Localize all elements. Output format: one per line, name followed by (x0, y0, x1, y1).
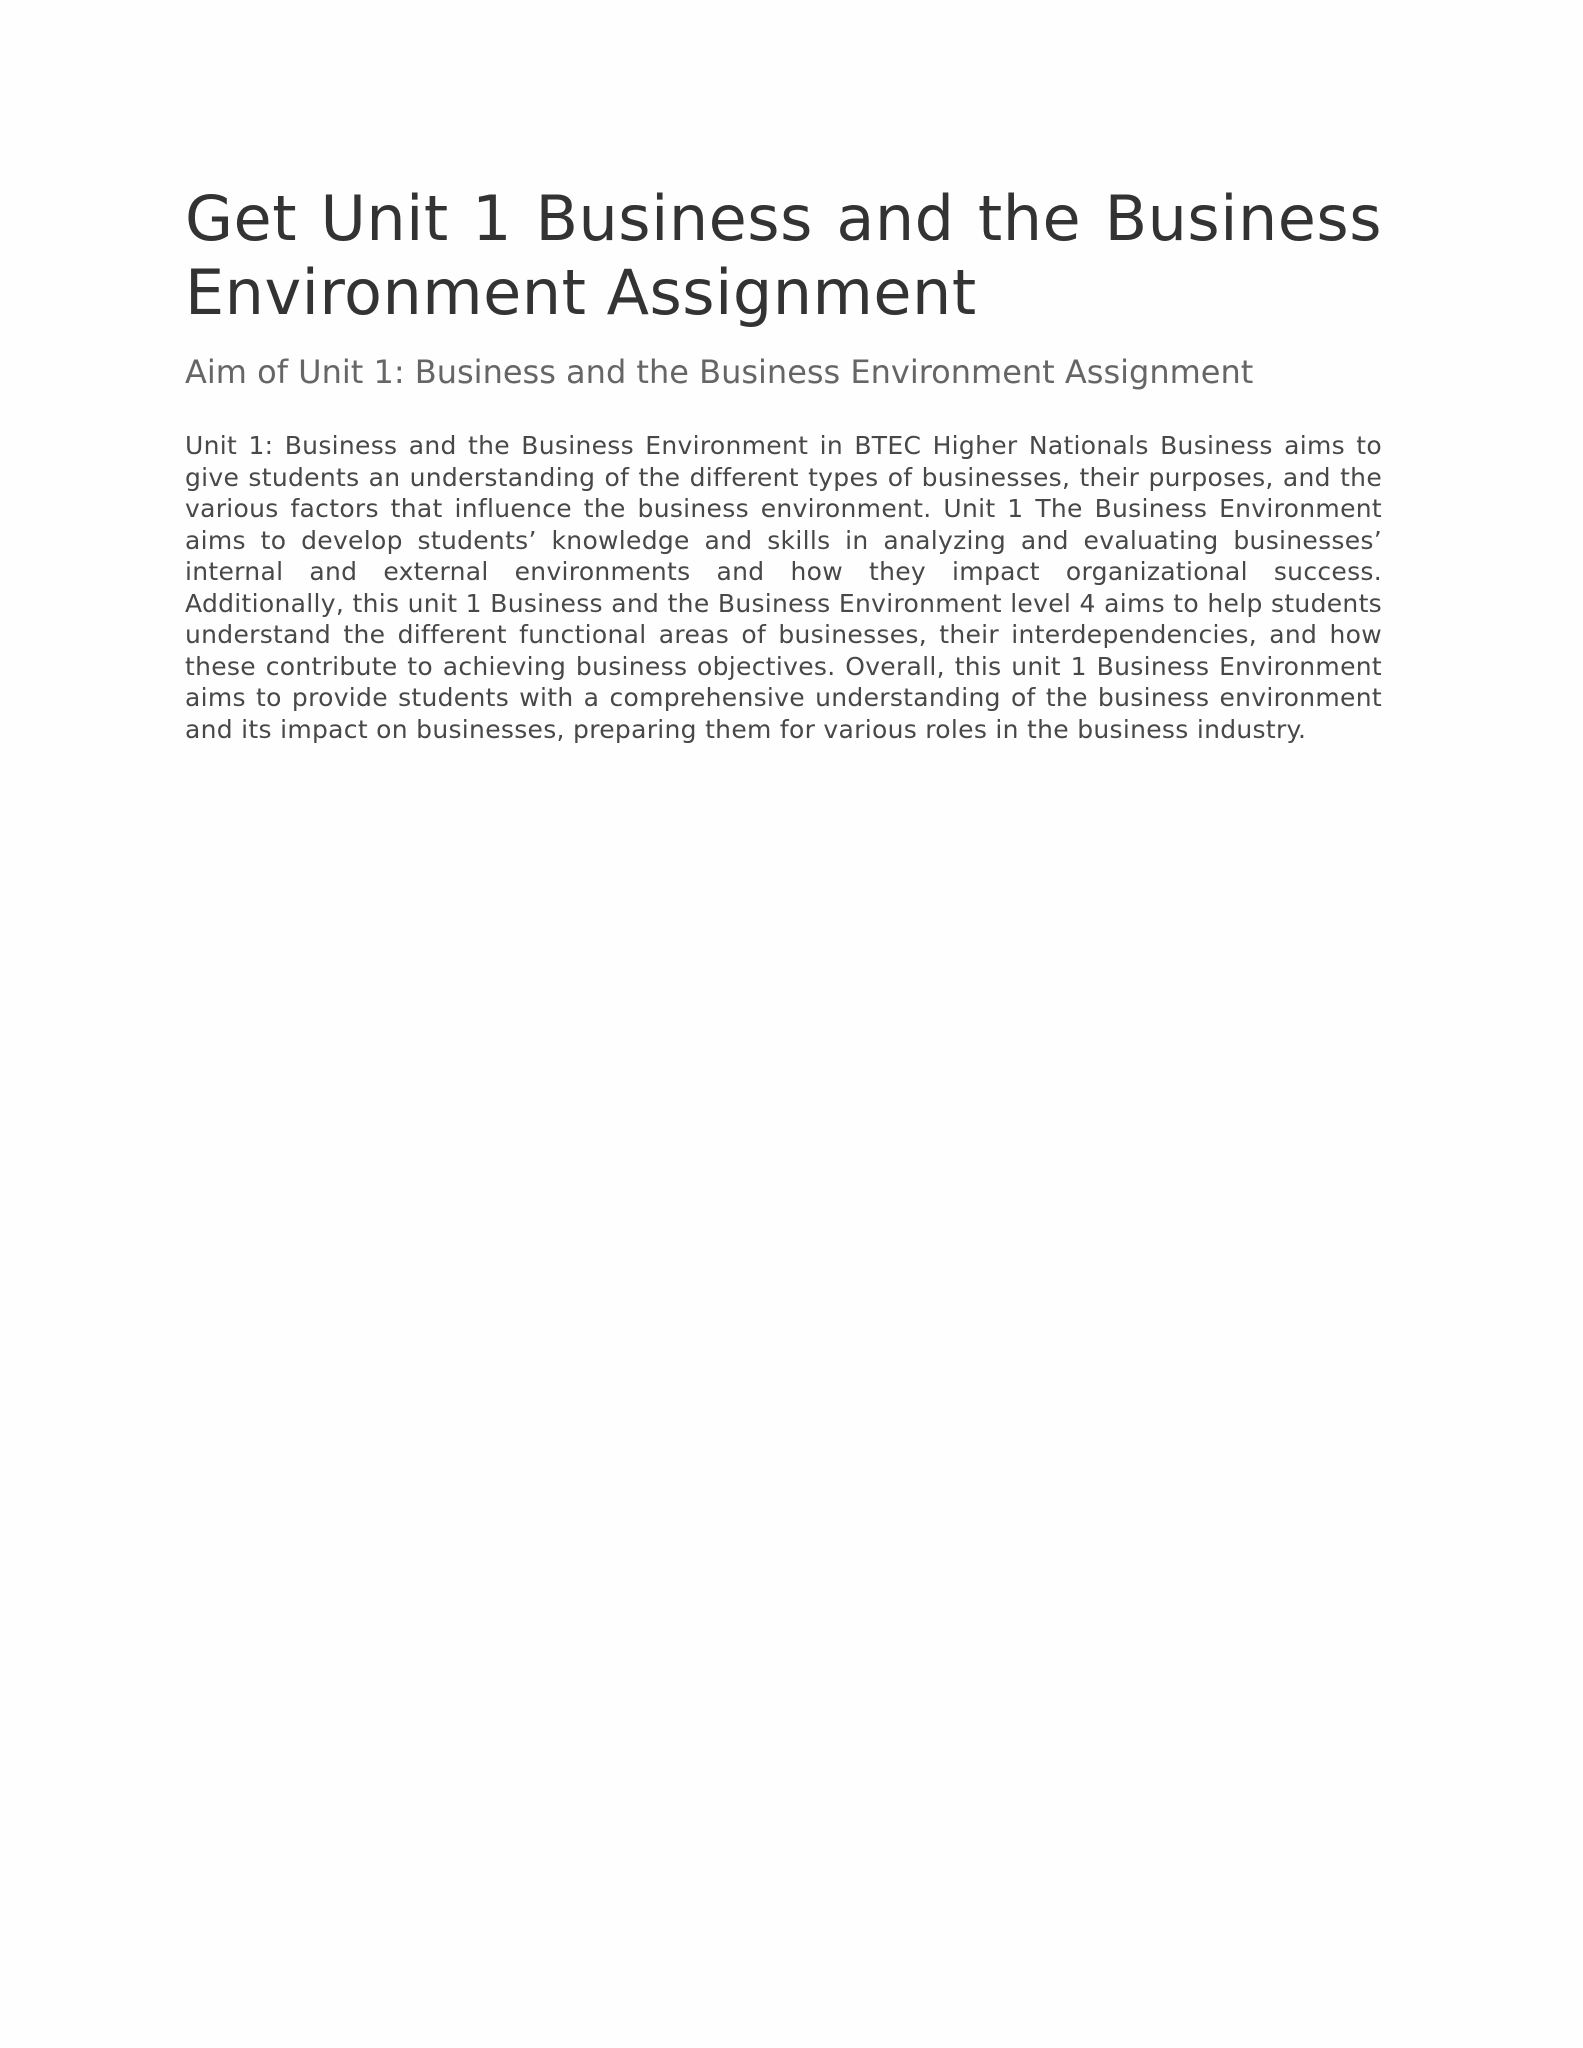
section-heading: Aim of Unit 1: Business and the Business Environment Assignment (185, 353, 1254, 391)
body-paragraph: Unit 1: Business and the Business Environment in BTEC Higher Nationals Business aims to give students an understanding of the different types of businesses, their purposes, and the various factors that influence the business environment. Unit 1 The Business Environment aims to develop students’ knowledge and skills in analyzing and evaluating businesses’ internal and external environments and how they impact organizational success. Additionally, this unit 1 Business and the Business Environment level 4 aims to help students understand the different functional areas of businesses, their interdependencies, and how these contribute to achieving business objectives. Overall, this unit 1 Business Environment aims to provide students with a comprehensive understanding of the business environment and its impact on businesses, preparing them for various roles in the business industry. (185, 431, 1382, 744)
document-page (185, 182, 1382, 745)
page-title: Get Unit 1 Business and the Business Environment Assignment (185, 182, 1382, 329)
